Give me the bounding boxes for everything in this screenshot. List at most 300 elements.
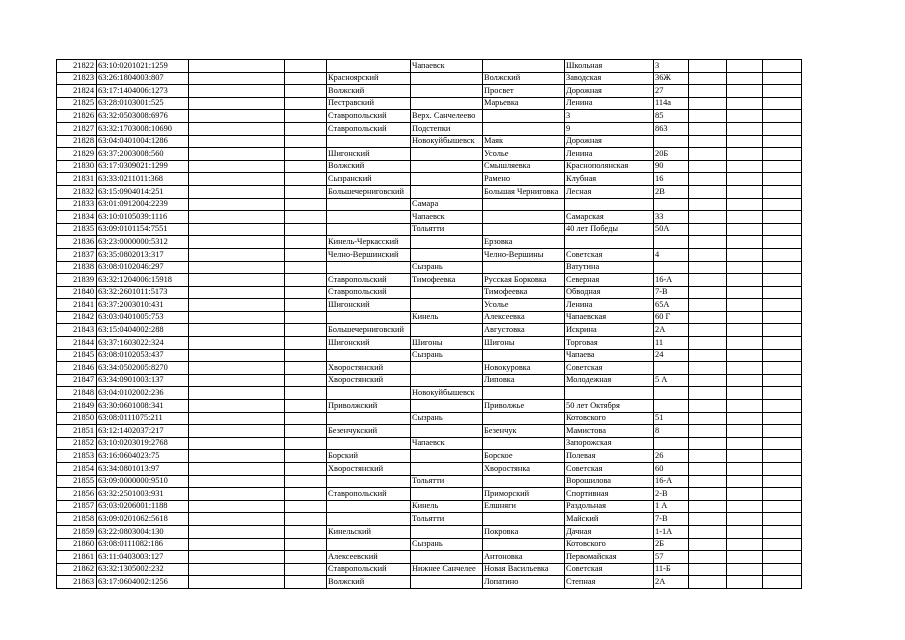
blank-cell [285,525,327,538]
street-cell: Обводная [565,286,654,299]
blank-cell [285,400,327,413]
table-row [57,211,802,224]
district-cell [327,223,411,236]
house-number-cell: 4 [654,248,689,261]
house-number-cell: 16-А [654,274,689,287]
street-cell: Школьная [565,60,654,73]
row-number-cell: 21855 [57,475,97,488]
table-row [57,551,802,564]
house-number-cell: 51 [654,412,689,425]
blank-cell [763,173,802,186]
district-cell [327,387,411,400]
table-row [57,437,802,450]
table-row [57,274,802,287]
village-cell: Просвет [483,85,565,98]
blank-cell [727,248,763,261]
row-number-cell: 21857 [57,500,97,513]
house-number-cell [654,135,689,148]
blank-cell [189,236,285,249]
row-number-cell: 21859 [57,525,97,538]
house-number-cell [654,400,689,413]
row-number-cell: 21838 [57,261,97,274]
street-cell: Молодежная [565,374,654,387]
row-number-cell: 21828 [57,135,97,148]
village-cell [483,223,565,236]
district-cell: Ставропольский [327,274,411,287]
village-cell: Августовка [483,324,565,337]
row-number-cell: 21832 [57,185,97,198]
cadastral-number-cell: 63:10:0201021:1259 [97,60,189,73]
district-cell [327,211,411,224]
blank-cell [727,475,763,488]
blank-cell [689,97,727,110]
blank-cell [763,513,802,526]
blank-cell [727,185,763,198]
blank-cell [189,500,285,513]
blank-cell [689,551,727,564]
district-cell [327,475,411,488]
row-number-cell: 21846 [57,362,97,375]
cadastral-number-cell: 63:09:0000000:9510 [97,475,189,488]
city-cell [411,286,483,299]
cadastral-number-cell: 63:01:0912004:2239 [97,198,189,211]
street-cell: Раздольная [565,500,654,513]
village-cell: Хворостянка [483,463,565,476]
table-row [57,349,802,362]
table-row [57,198,802,211]
cadastral-number-cell: 63:03:0401005:753 [97,311,189,324]
district-cell: Безенчукский [327,425,411,438]
table-row [57,72,802,85]
village-cell: Елшняги [483,500,565,513]
row-number-cell: 21844 [57,337,97,350]
blank-cell [689,185,727,198]
blank-cell [285,412,327,425]
house-number-cell: 57 [654,551,689,564]
table-row [57,148,802,161]
district-cell: Пестравский [327,97,411,110]
blank-cell [285,450,327,463]
city-cell: Чапаевск [411,60,483,73]
blank-cell [285,286,327,299]
district-cell: Шигонский [327,299,411,312]
village-cell: Рамено [483,173,565,186]
address-table [56,59,802,589]
blank-cell [727,525,763,538]
blank-cell [727,135,763,148]
city-cell: Сызрань [411,538,483,551]
row-number-cell: 21842 [57,311,97,324]
street-cell: Дорожная [565,85,654,98]
house-number-cell: 11-Б [654,563,689,576]
district-cell: Приволжский [327,400,411,413]
blank-cell [189,551,285,564]
cadastral-number-cell: 63:10:0203019:2768 [97,437,189,450]
district-cell [327,500,411,513]
village-cell [483,387,565,400]
village-cell [483,261,565,274]
house-number-cell [654,261,689,274]
blank-cell [763,60,802,73]
table-row [57,261,802,274]
cadastral-number-cell: 63:35:0802013:317 [97,248,189,261]
blank-cell [189,85,285,98]
district-cell [327,198,411,211]
blank-cell [689,576,727,589]
house-number-cell: 7-В [654,286,689,299]
village-cell: Лопатино [483,576,565,589]
city-cell: Кинель [411,500,483,513]
blank-cell [189,248,285,261]
table-body [57,60,802,589]
blank-cell [763,349,802,362]
district-cell: Ставропольский [327,110,411,123]
blank-cell [285,563,327,576]
blank-cell [763,450,802,463]
village-cell [483,538,565,551]
table-row [57,248,802,261]
district-cell: Борский [327,450,411,463]
blank-cell [189,374,285,387]
blank-cell [763,248,802,261]
blank-cell [727,500,763,513]
city-cell: Сызрань [411,412,483,425]
blank-cell [689,311,727,324]
blank-cell [285,576,327,589]
table-row [57,185,802,198]
blank-cell [763,400,802,413]
blank-cell [285,324,327,337]
cadastral-number-cell: 63:16:0604023:75 [97,450,189,463]
table-row [57,525,802,538]
house-number-cell: 1-1А [654,525,689,538]
district-cell [327,412,411,425]
blank-cell [285,122,327,135]
blank-cell [285,362,327,375]
district-cell [327,261,411,274]
cadastral-number-cell: 63:32:2501003:931 [97,488,189,501]
row-number-cell: 21840 [57,286,97,299]
row-number-cell: 21861 [57,551,97,564]
city-cell: Тольятти [411,223,483,236]
blank-cell [189,525,285,538]
table-row [57,286,802,299]
cadastral-number-cell: 63:09:0101154:7551 [97,223,189,236]
row-number-cell: 21829 [57,148,97,161]
city-cell [411,236,483,249]
village-cell: Марьевка [483,97,565,110]
blank-cell [285,437,327,450]
city-cell [411,185,483,198]
blank-cell [727,425,763,438]
blank-cell [727,412,763,425]
village-cell: Борское [483,450,565,463]
blank-cell [763,374,802,387]
table-row [57,362,802,375]
street-cell: Ленина [565,148,654,161]
blank-cell [727,148,763,161]
cadastral-number-cell: 63:15:0404002:288 [97,324,189,337]
blank-cell [285,198,327,211]
row-number-cell: 21849 [57,400,97,413]
cadastral-number-cell: 63:32:1305002:232 [97,563,189,576]
district-cell [327,513,411,526]
blank-cell [689,148,727,161]
city-cell: Новокуйбышевск [411,135,483,148]
city-cell [411,72,483,85]
street-cell: Искрина [565,324,654,337]
street-cell: Чапаева [565,349,654,362]
blank-cell [727,538,763,551]
table-row [57,400,802,413]
street-cell: Ленина [565,299,654,312]
street-cell: Советская [565,563,654,576]
blank-cell [689,374,727,387]
row-number-cell: 21823 [57,72,97,85]
city-cell [411,324,483,337]
house-number-cell [654,236,689,249]
city-cell: Сызрань [411,261,483,274]
blank-cell [189,60,285,73]
city-cell [411,400,483,413]
blank-cell [689,362,727,375]
blank-cell [727,324,763,337]
row-number-cell: 21851 [57,425,97,438]
city-cell [411,248,483,261]
city-cell: Кинель [411,311,483,324]
blank-cell [727,236,763,249]
cadastral-number-cell: 63:37:2003008:560 [97,148,189,161]
city-cell [411,299,483,312]
table-row [57,110,802,123]
blank-cell [727,551,763,564]
blank-cell [189,72,285,85]
blank-cell [763,337,802,350]
blank-cell [689,286,727,299]
blank-cell [285,387,327,400]
street-cell: 40 лет Победы [565,223,654,236]
blank-cell [285,248,327,261]
cadastral-number-cell: 63:30:0601008:341 [97,400,189,413]
district-cell: Большечерниговский [327,185,411,198]
blank-cell [689,110,727,123]
blank-cell [189,324,285,337]
blank-cell [763,551,802,564]
village-cell [483,122,565,135]
blank-cell [285,236,327,249]
district-cell: Волжский [327,160,411,173]
street-cell: Майский [565,513,654,526]
blank-cell [689,500,727,513]
table-row [57,337,802,350]
blank-cell [689,85,727,98]
cadastral-number-cell: 63:33:0211011:368 [97,173,189,186]
blank-cell [689,236,727,249]
table-row [57,236,802,249]
row-number-cell: 21835 [57,223,97,236]
house-number-cell: 1 А [654,500,689,513]
village-cell: Усолье [483,148,565,161]
street-cell: Краснополянская [565,160,654,173]
village-cell: Шигоны [483,337,565,350]
house-number-cell: 60 Г [654,311,689,324]
village-cell [483,211,565,224]
street-cell: Полевая [565,450,654,463]
blank-cell [763,223,802,236]
blank-cell [285,475,327,488]
blank-cell [189,400,285,413]
city-cell: Тимофеевка [411,274,483,287]
house-number-cell [654,437,689,450]
village-cell: Маяк [483,135,565,148]
blank-cell [189,538,285,551]
village-cell: Алексеевка [483,311,565,324]
cadastral-number-cell: 63:34:0901003:137 [97,374,189,387]
blank-cell [285,488,327,501]
blank-cell [763,538,802,551]
blank-cell [189,223,285,236]
house-number-cell: 3 [654,60,689,73]
house-number-cell: 11 [654,337,689,350]
street-cell: Чапаевская [565,311,654,324]
blank-cell [727,85,763,98]
cadastral-number-cell: 63:04:0401004:1286 [97,135,189,148]
blank-cell [763,425,802,438]
city-cell [411,173,483,186]
blank-cell [727,286,763,299]
blank-cell [689,299,727,312]
blank-cell [189,450,285,463]
city-cell: Чапаевск [411,211,483,224]
house-number-cell: 16 [654,173,689,186]
blank-cell [285,349,327,362]
blank-cell [689,400,727,413]
blank-cell [189,425,285,438]
blank-cell [689,248,727,261]
district-cell [327,60,411,73]
city-cell [411,551,483,564]
blank-cell [189,160,285,173]
house-number-cell [654,198,689,211]
street-cell [565,198,654,211]
cadastral-number-cell: 63:04:0102002:236 [97,387,189,400]
blank-cell [285,463,327,476]
house-number-cell: 24 [654,349,689,362]
cadastral-number-cell: 63:26:1804003:807 [97,72,189,85]
blank-cell [727,488,763,501]
blank-cell [689,223,727,236]
blank-cell [689,135,727,148]
blank-cell [763,500,802,513]
blank-cell [189,349,285,362]
table-row [57,223,802,236]
street-cell: Запорожская [565,437,654,450]
table-row [57,60,802,73]
blank-cell [727,211,763,224]
house-number-cell: 2А [654,324,689,337]
row-number-cell: 21822 [57,60,97,73]
village-cell [483,513,565,526]
blank-cell [189,286,285,299]
house-number-cell: 114а [654,97,689,110]
blank-cell [189,211,285,224]
blank-cell [189,311,285,324]
district-cell: Алексеевский [327,551,411,564]
blank-cell [189,122,285,135]
row-number-cell: 21853 [57,450,97,463]
city-cell [411,160,483,173]
blank-cell [689,324,727,337]
blank-cell [285,311,327,324]
house-number-cell: 5 А [654,374,689,387]
street-cell: Заводская [565,72,654,85]
village-cell: Липовка [483,374,565,387]
blank-cell [285,551,327,564]
district-cell: Хворостянский [327,362,411,375]
blank-cell [189,261,285,274]
city-cell [411,450,483,463]
city-cell [411,374,483,387]
district-cell: Большечерниговский [327,324,411,337]
row-number-cell: 21825 [57,97,97,110]
district-cell [327,538,411,551]
street-cell: 50 лет Октября [565,400,654,413]
district-cell: Кинельский [327,525,411,538]
blank-cell [285,85,327,98]
blank-cell [763,437,802,450]
house-number-cell: 2-В [654,488,689,501]
village-cell [483,412,565,425]
street-cell: Лесная [565,185,654,198]
cadastral-number-cell: 63:34:0502005:8270 [97,362,189,375]
district-cell: Хворостянский [327,463,411,476]
blank-cell [689,160,727,173]
street-cell [565,387,654,400]
blank-cell [285,173,327,186]
blank-cell [285,148,327,161]
cadastral-number-cell: 63:28:0103001:525 [97,97,189,110]
village-cell: Новая Васильевка [483,563,565,576]
city-cell [411,525,483,538]
blank-cell [689,525,727,538]
blank-cell [189,362,285,375]
blank-cell [763,463,802,476]
table-row [57,488,802,501]
village-cell: Антоновка [483,551,565,564]
village-cell [483,349,565,362]
blank-cell [689,513,727,526]
village-cell: Смышляевка [483,160,565,173]
blank-cell [763,274,802,287]
table-row [57,500,802,513]
blank-cell [763,198,802,211]
blank-cell [727,450,763,463]
blank-cell [189,563,285,576]
district-cell: Волжский [327,85,411,98]
blank-cell [285,500,327,513]
city-cell [411,488,483,501]
village-cell: Большая Черниговка [483,185,565,198]
blank-cell [727,374,763,387]
blank-cell [689,198,727,211]
street-cell: Советская [565,362,654,375]
city-cell [411,85,483,98]
village-cell: Новокуровка [483,362,565,375]
district-cell: Ставропольский [327,122,411,135]
cadastral-number-cell: 63:37:1603022:324 [97,337,189,350]
village-cell: Усолье [483,299,565,312]
blank-cell [727,72,763,85]
